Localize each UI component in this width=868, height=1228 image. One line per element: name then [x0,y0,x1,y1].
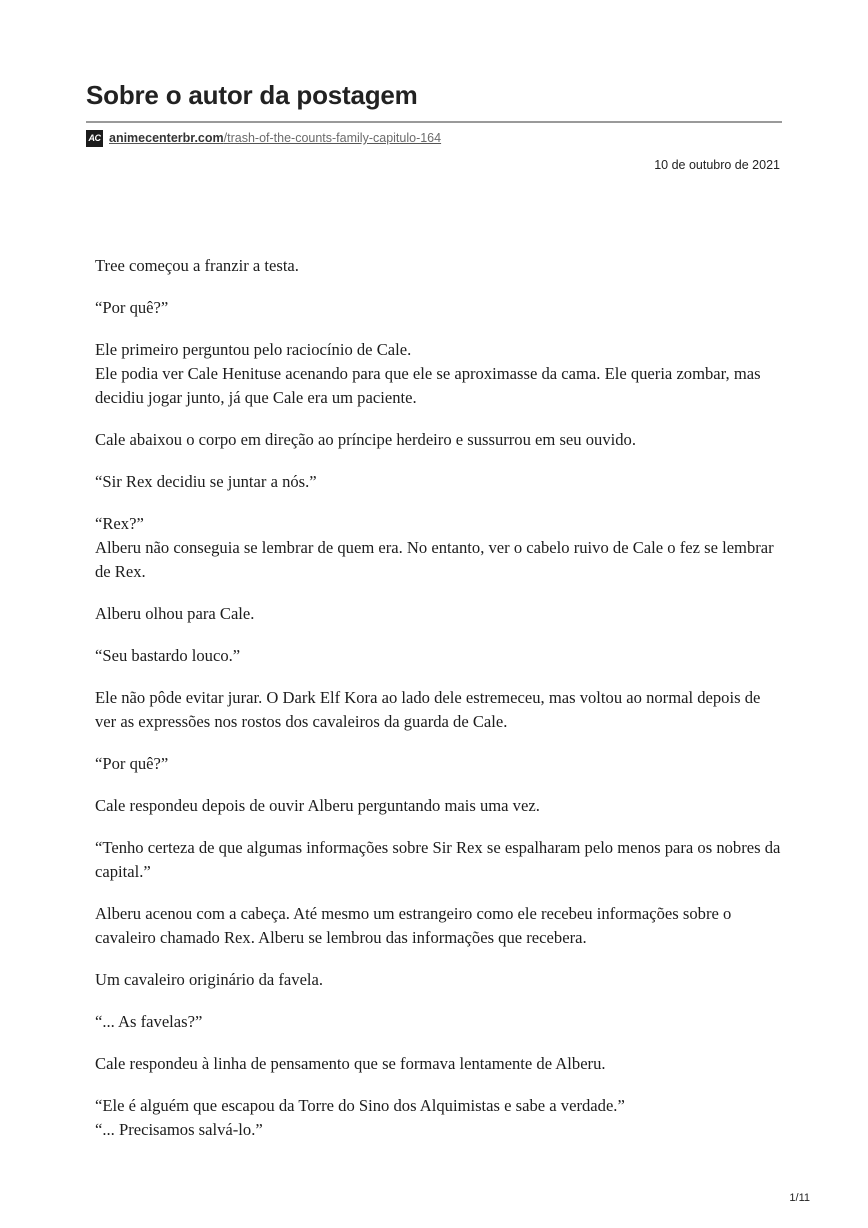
paragraph-line: Alberu não conseguia se lembrar de quem era. No entanto, ver o cabelo ruivo de Cale o fez se lembrar de Rex. [95,538,774,581]
paragraph-line: “Ele é alguém que escapou da Torre do Sino dos Alquimistas e sabe a verdade.” [95,1096,625,1115]
post-date: 10 de outubro de 2021 [654,158,780,172]
paragraph-line: “Seu bastardo louco.” [95,646,241,665]
paragraph-line: “Tenho certeza de que algumas informações sobre Sir Rex se espalharam pelo menos para os nobres da capital.” [95,838,781,881]
paragraph-line: Cale respondeu depois de ouvir Alberu perguntando mais uma vez. [95,796,540,815]
paragraph [95,1010,785,1034]
paragraph [95,512,785,584]
article-body [95,254,785,1160]
paragraph-line: Alberu acenou com a cabeça. Até mesmo um estrangeiro como ele recebeu informações sobre o cavaleiro chamado Rex. Alberu se lembrou das informações que recebera. [95,904,732,947]
paragraph [95,338,785,410]
paragraph-line: Ele não pôde evitar jurar. O Dark Elf Kora ao lado dele estremeceu, mas voltou ao normal depois de ver as expressões nos rostos dos cavaleiros da guarda de Cale. [95,688,761,731]
paragraph-line: “Rex?” [95,514,144,533]
source-link[interactable] [109,131,441,145]
paragraph-line: “... As favelas?” [95,1012,203,1031]
paragraph [95,794,785,818]
paragraph [95,1094,785,1142]
paragraph-line: “Sir Rex decidiu se juntar a nós.” [95,472,317,491]
paragraph-line: “Por quê?” [95,754,169,773]
page-title: Sobre o autor da postagem [86,80,418,110]
source-domain: animecenterbr.com [109,131,224,145]
paragraph-line: “Por quê?” [95,298,169,317]
paragraph-line: Cale respondeu à linha de pensamento que se formava lentamente de Alberu. [95,1054,606,1073]
source-row [86,129,441,147]
paragraph-line: Um cavaleiro originário da favela. [95,970,324,989]
page-number: 1/11 [789,1192,810,1204]
paragraph [95,254,785,278]
paragraph [95,470,785,494]
paragraph [95,968,785,992]
paragraph-line: Cale abaixou o corpo em direção ao príncipe herdeiro e sussurrou em seu ouvido. [95,430,636,449]
paragraph [95,296,785,320]
title-divider [86,121,782,123]
paragraph-line: “... Precisamos salvá-lo.” [95,1120,263,1139]
paragraph-line: Alberu olhou para Cale. [95,604,255,623]
paragraph [95,836,785,884]
paragraph [95,602,785,626]
paragraph [95,644,785,668]
paragraph [95,686,785,734]
source-path: /trash-of-the-counts-family-capitulo-164 [223,131,442,145]
paragraph-line: Tree começou a franzir a testa. [95,256,299,275]
site-logo-icon: AC [86,130,103,147]
paragraph [95,428,785,452]
paragraph-line: Ele podia ver Cale Henituse acenando para que ele se aproximasse da cama. Ele queria zombar, mas decidiu jogar junto, já que Cale era um paciente. [95,364,761,407]
paragraph-line: Ele primeiro perguntou pelo raciocínio de Cale. [95,340,412,359]
paragraph [95,902,785,950]
paragraph [95,1052,785,1076]
paragraph [95,752,785,776]
